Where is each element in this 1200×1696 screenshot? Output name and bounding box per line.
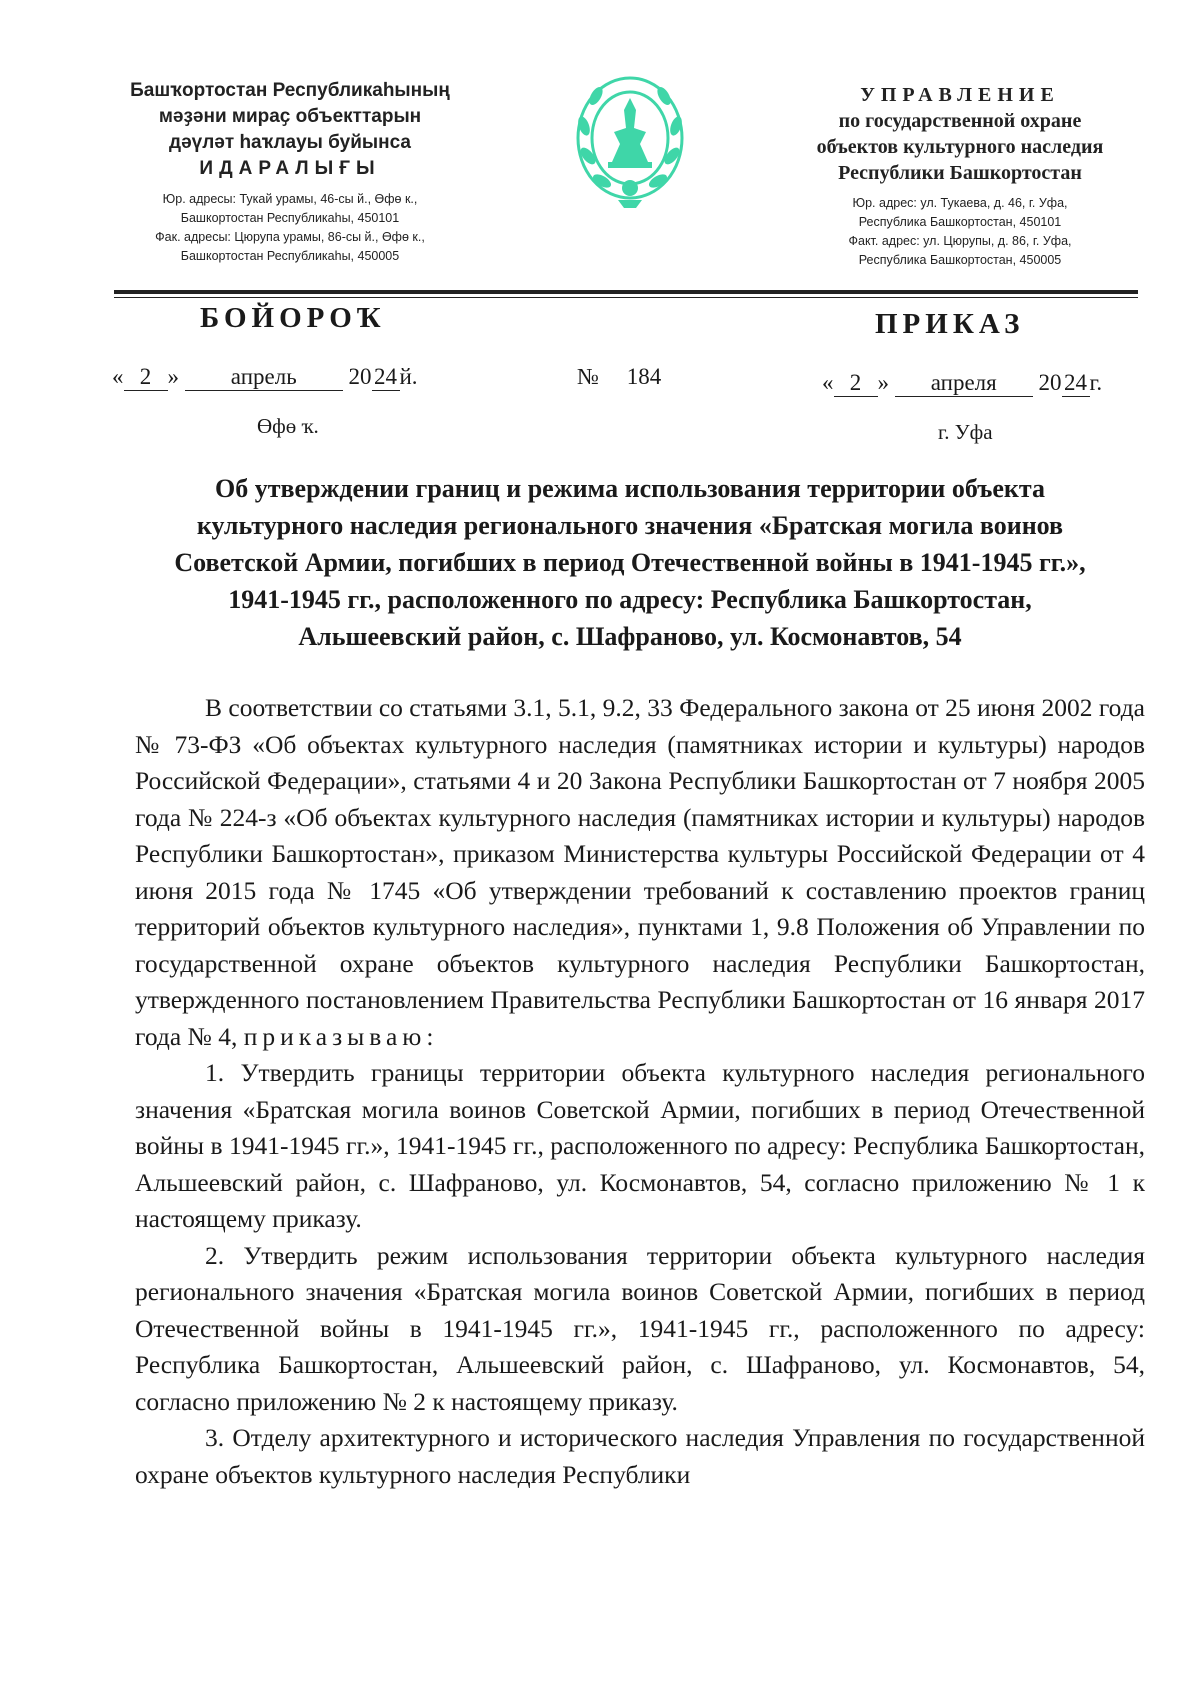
- header-right-address: [780, 194, 1140, 270]
- header-left-address: [100, 190, 480, 266]
- document-subject: [130, 470, 1130, 655]
- header-right-address-line-3: Факт. адрес: ул. Цюрупы, д. 86, г. Уфа,: [848, 234, 1072, 248]
- header-right-agency: УПРАВЛЕНИЕ: [860, 84, 1060, 106]
- item-2: 2. Утвердить режим использования территории объекта культурного наследия регионального значения «Братская могила воинов Советской Армии, погибших в период Отечественной войны в 1941-1945 гг.», 1941-1945 гг., расположенного по адресу: Республика Башкортостан, Альшеевский район, с. Шафраново, ул. Космонавтов, 54, согласно приложению № 2 к настоящему приказу.: [135, 1240, 1145, 1416]
- header-left-address-line-3: Фак. адресы: Цюрупа урамы, 86-сы й., Өфө к.,: [155, 230, 425, 244]
- date-left-year-suffix: 24: [372, 364, 400, 391]
- city-left: Өфө ҡ.: [257, 414, 319, 438]
- header-right-line-3: Республики Башкортостан: [838, 162, 1082, 184]
- header-left-address-line-1: Юр. адресы: Тукай урамы, 46-сы й., Өфө к.,: [162, 192, 418, 206]
- subject-line-5: Альшеевский район, с. Шафраново, ул. Космонавтов, 54: [298, 622, 962, 651]
- date-left-month: апрель: [185, 364, 343, 391]
- order-number-label: №: [577, 364, 599, 389]
- doc-kind-bashkir: БОЙОРОҠ: [200, 302, 386, 334]
- document-body: [135, 690, 1145, 1493]
- date-right-day: 2: [834, 370, 878, 397]
- header-right: [780, 82, 1140, 270]
- date-left-year-prefix: 20: [348, 364, 372, 389]
- subject-line-1: Об утверждении границ и режима использования территории объекта: [215, 474, 1045, 503]
- date-right-open-quote: «: [822, 370, 834, 395]
- order-word: приказываю:: [243, 1021, 439, 1051]
- header-left-address-line-4: Башкортостан Республикаһы, 450005: [180, 249, 400, 263]
- date-left-day: 2: [124, 364, 168, 391]
- doc-kind-russian: ПРИКАЗ: [875, 308, 1025, 340]
- header-left-line-3: дәүләт һаҡлауы буйынса: [169, 132, 411, 153]
- subject-line-2: культурного наследия регионального значения «Братская могила воинов: [196, 511, 1064, 540]
- date-left-year-word: й.: [399, 364, 418, 389]
- header-right-address-line-4: Республика Башкортостан, 450005: [858, 253, 1062, 267]
- header-left: [100, 78, 480, 266]
- header-divider-thick: [114, 290, 1138, 294]
- date-right: [822, 370, 1102, 397]
- header-right-line-2: объектов культурного наследия: [816, 136, 1104, 158]
- subject-line-3: Советской Армии, погибших в период Отечественной войны в 1941-1945 гг.»,: [174, 548, 1086, 577]
- order-number: [577, 364, 661, 390]
- date-left-close-quote: »: [167, 364, 179, 389]
- header-left-address-line-2: Башкортостан Республикаһы, 450101: [180, 211, 400, 225]
- header-right-address-line-1: Юр. адрес: ул. Тукаева, д. 46, г. Уфа,: [852, 196, 1068, 210]
- date-right-close-quote: »: [877, 370, 889, 395]
- header-left-line-1: Башҡортостан Республикаһының: [130, 80, 450, 101]
- header-left-agency: ИДАРАЛЫҒЫ: [199, 158, 381, 179]
- date-right-year-word: г.: [1089, 370, 1103, 395]
- city-right: г. Уфа: [938, 420, 993, 444]
- date-left: [112, 364, 418, 391]
- header-left-line-2: мәҙәни мираҫ объекттарын: [158, 106, 422, 127]
- header-divider-thin: [114, 297, 1138, 298]
- subject-line-4: 1941-1945 гг., расположенного по адресу: Республика Башкортостан,: [228, 585, 1032, 614]
- date-right-month: апреля: [895, 370, 1033, 397]
- date-left-open-quote: «: [112, 364, 124, 389]
- date-right-year-suffix: 24: [1062, 370, 1090, 397]
- order-number-value: 184: [626, 364, 662, 389]
- coat-of-arms-icon: [570, 66, 690, 216]
- date-right-year-prefix: 20: [1038, 370, 1062, 395]
- item-1: 1. Утвердить границы территории объекта культурного наследия регионального значения «Братская могила воинов Советской Армии, погибших в период Отечественной войны в 1941-1945 гг.», 1941-1945 гг., расположенного по адресу: Республика Башкортостан, Альшеевский район, с. Шафраново, ул. Космонавтов, 54, согласно приложению № 1 к настоящему приказу.: [135, 1058, 1145, 1233]
- preamble-paragraph: [135, 690, 1145, 1055]
- preamble-text: В соответствии со статьями 3.1, 5.1, 9.2, 33 Федерального закона от 25 июня 2002 года № 73-ФЗ «Об объектах культурного наследия (памятниках истории и культуры) народов Российской Федерации», статьями 4 и 20 Закона Республики Башкортостан от 7 ноября 2005 года № 224-з «Об объектах культурного наследия (памятниках истории и культуры) народов Республики Башкортостан», приказом Министерства культуры Российской Федерации от 4 июня 2015 года № 1745 «Об утверждении требований к составлению проектов границ территорий объектов культурного наследия», пунктами 1, 9.8 Положения об Управлении по государственной охране объектов культурного наследия Республики Башкортостан, утвержденного постановлением Правительства Республики Башкортостан от 16 января 2017 года № 4,: [135, 693, 1145, 1051]
- header-right-address-line-2: Республика Башкортостан, 450101: [858, 215, 1062, 229]
- item-3: 3. Отделу архитектурного и исторического наследия Управления по государственной охране объектов культурного наследия Республики: [135, 1423, 1145, 1489]
- header-right-line-1: по государственной охране: [838, 110, 1082, 132]
